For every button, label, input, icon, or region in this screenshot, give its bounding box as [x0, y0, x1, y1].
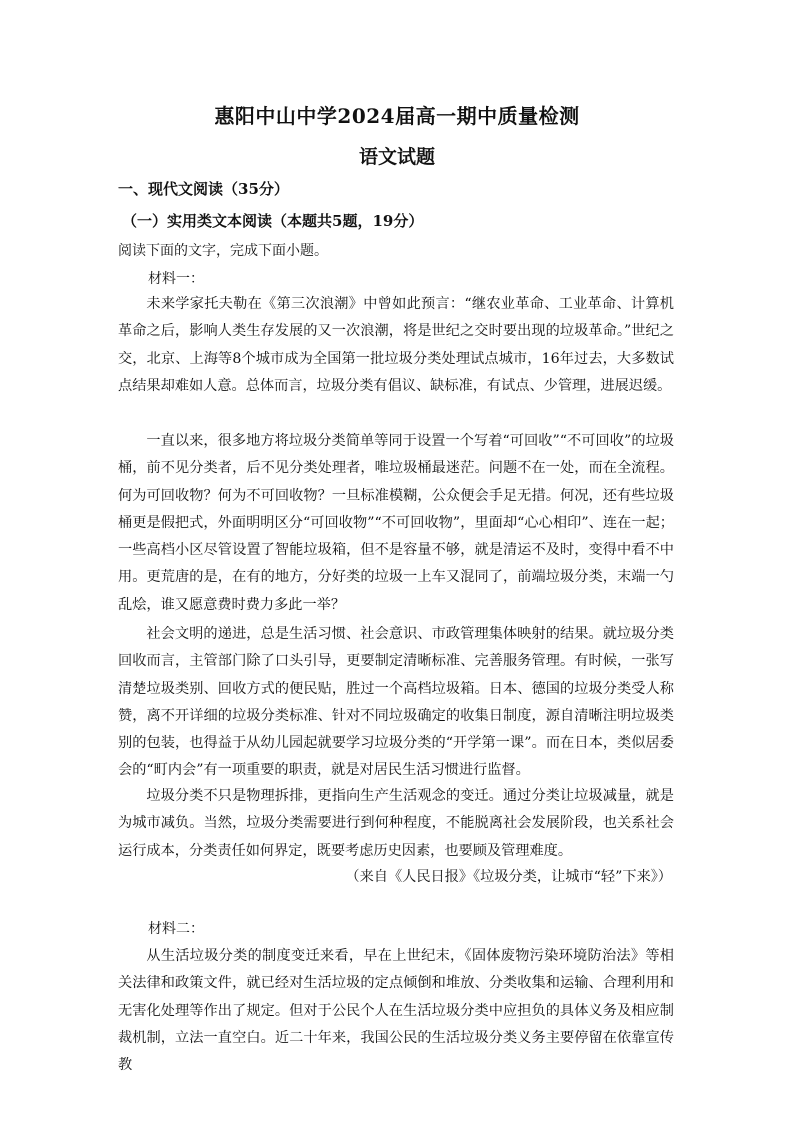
- material-one-paragraph: 社会文明的递进，总是生活习惯、社会意识、市政管理集体映射的结果。就垃圾分类回收而言，主管部门除了口头引导，更要制定清晰标准、完善服务管理。有时候，一张写清楚垃圾类别、回收方式的便民贴，胜过一个高档垃圾箱。日本、德国的垃圾分类受人称赞，离不开详细的垃圾分类标准、针对不同垃圾确定的收集日制度，源自清晰注明垃圾类别的包装，也得益于从幼儿园起就要学习垃圾分类的“开学第一课”。而在日本，类似居委会的“町内会”有一项重要的职责，就是对居民生活习惯进行监督。: [118, 626, 674, 779]
- material-one-label: 材料一：: [148, 271, 204, 287]
- material-one-paragraph: 垃圾分类不只是物理拆排，更指向生产生活观念的变迁。通过分类让垃圾减量，就是为城市减负。当然，垃圾分类需要进行到何种程度，不能脱离社会发展阶段，也关系社会运行成本，分类责任如何界定，既要考虑历史因素，也要顾及管理难度。: [118, 788, 674, 859]
- material-one-paragraph: 一直以来，很多地方将垃圾分类简单等同于设置一个写着“可回收”“不可回收”的垃圾桶，前不见分类者，后不见分类处理者，唯垃圾桶最迷茫。问题不在一处，而在全流程。何为可回收物？何为不可回收物？一旦标准模糊，公众便会手足无措。何况，还有些垃圾桶更是假把式，外面明明区分“可回收物”“不可回收物”，里面却“心心相印”、连在一起；一些高档小区尽管设置了智能垃圾箱，但不是容量不够，就是清运不及时，变得中看不中用。更荒唐的是，在有的地方，分好类的垃圾一上车又混同了，前端垃圾分类，末端一勺乱烩，谁又愿意费时费力多此一举？: [118, 433, 674, 613]
- subsection-heading: （一）实用类文本阅读（本题共5题，19分）: [122, 212, 424, 230]
- document-subtitle: 语文试题: [358, 146, 435, 168]
- document-title: 惠阳中山中学2024届高一期中质量检测: [214, 104, 580, 128]
- material-one-paragraph: 未来学家托夫勒在《第三次浪潮》中曾如此预言：“继农业革命、工业革命、计算机革命之后，影响人类生存发展的又一次浪潮，将是世纪之交时要出现的垃圾革命。”世纪之交，北京、上海等8个城市成为全国第一批垃圾分类处理试点城市，16年过去，大多数试点结果却难如人意。总体而言，垃圾分类有倡议、缺标准，有试点、少管理，进展迟缓。: [118, 296, 674, 394]
- instruction-text: 阅读下面的文字，完成下面小题。: [118, 243, 328, 259]
- section-heading: 一、现代文阅读（35分）: [118, 180, 289, 198]
- material-two-paragraph: 从生活垃圾分类的制度变迁来看，早在上世纪末，《固体废物污染环境防治法》等相关法律和政策文件，就已经对生活垃圾的定点倾倒和堆放、分类收集和运输、合理利用和无害化处理等作出了规定。但对于公民个人在生活垃圾分类中应担负的具体义务及相应制裁机制，立法一直空白。近二十年来，我国公民的生活垃圾分类义务主要停留在依靠宣传教: [118, 948, 674, 1074]
- material-two-label: 材料二：: [148, 921, 204, 937]
- source-citation: （来自《人民日报》《垃圾分类，让城市“轻”下来》）: [345, 869, 672, 885]
